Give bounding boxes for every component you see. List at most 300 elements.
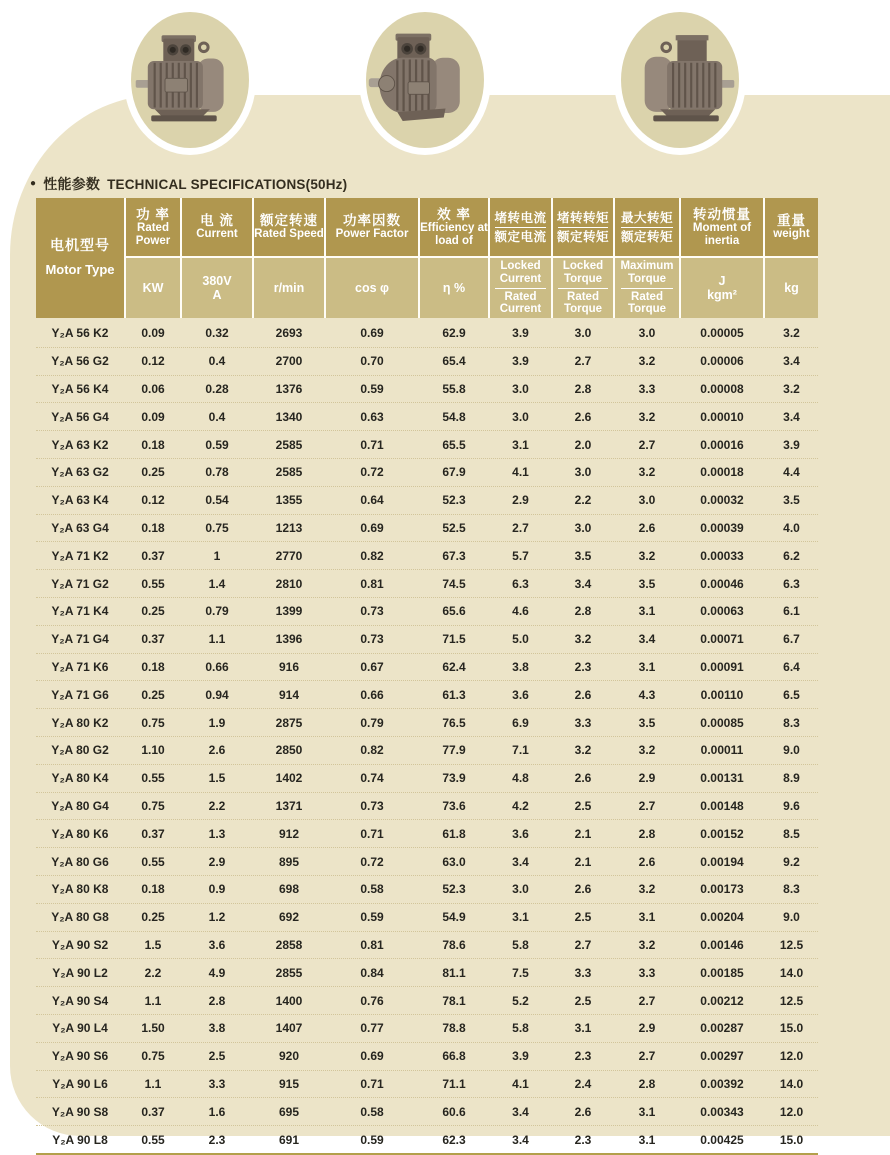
value-cell: 1.1	[144, 1076, 162, 1091]
value-cell: 0.00297	[700, 1049, 744, 1064]
value-cell: 3.1	[638, 1104, 656, 1119]
value-cell: 1.10	[141, 743, 165, 758]
value-cell: 0.66	[360, 687, 384, 702]
motor-type-cell: Y₂A 63 K2	[51, 437, 109, 452]
value-cell: 0.4	[208, 354, 226, 369]
value-cell: 0.64	[360, 493, 384, 508]
header-zh-denominator: 额定转矩	[556, 229, 609, 244]
value-cell: 4.8	[512, 771, 529, 786]
value-cell: 0.00152	[700, 826, 744, 841]
value-cell: 2.8	[638, 826, 656, 841]
value-cell: 0.00063	[700, 604, 744, 619]
header-zh: 功率因数	[343, 213, 401, 228]
value-cell: 8.5	[783, 826, 800, 841]
value-cell: 0.76	[360, 993, 384, 1008]
value-cell: 6.9	[512, 715, 529, 730]
col-locked-current-header	[490, 198, 551, 256]
value-cell: 2700	[275, 354, 303, 369]
value-cell: 61.8	[442, 826, 466, 841]
value-cell: 0.54	[205, 493, 229, 508]
header-en: Moment of inertia	[692, 221, 752, 247]
value-cell: 1.3	[208, 826, 226, 841]
motor-type-cell: Y₂A 90 L8	[52, 1132, 108, 1147]
value-cell: 4.9	[208, 965, 226, 980]
value-cell: 0.81	[360, 576, 384, 591]
value-cell: 0.00392	[700, 1076, 744, 1091]
value-cell: 2.9	[208, 854, 226, 869]
table-row	[36, 876, 818, 904]
value-cell: 1.50	[141, 1021, 165, 1036]
value-cell: 2.5	[574, 993, 592, 1008]
value-cell: 3.9	[783, 437, 800, 452]
unit-label: 380V	[202, 274, 232, 288]
value-cell: 0.37	[141, 548, 165, 563]
value-cell: 4.3	[638, 687, 656, 702]
value-cell: 54.9	[442, 910, 466, 925]
value-cell: 3.5	[638, 576, 656, 591]
motor-icon	[624, 29, 736, 131]
value-cell: 3.4	[783, 354, 800, 369]
value-cell: 8.9	[783, 771, 800, 786]
value-cell: 2.6	[574, 409, 592, 424]
value-cell: 3.1	[638, 659, 656, 674]
value-cell: 3.0	[574, 465, 592, 480]
value-cell: 3.4	[638, 632, 656, 647]
value-cell: 71.1	[442, 1076, 466, 1091]
value-cell: 14.0	[779, 1076, 804, 1091]
value-cell: 78.6	[442, 937, 466, 952]
header-zh-numerator: 堵转转矩	[556, 210, 609, 225]
unit-locked-torque-ratio	[553, 258, 613, 318]
value-cell: 0.00039	[700, 520, 744, 535]
value-cell: 0.84	[360, 965, 384, 980]
value-cell: 12.0	[779, 1104, 804, 1119]
value-cell: 0.00185	[700, 965, 744, 980]
value-cell: 78.1	[442, 993, 466, 1008]
col-weight-header	[765, 198, 818, 256]
value-cell: 4.2	[512, 798, 529, 813]
value-cell: 0.00194	[700, 854, 744, 869]
value-cell: 76.5	[442, 715, 466, 730]
table-row	[36, 932, 818, 960]
value-cell: 2.6	[574, 771, 592, 786]
table-row	[36, 848, 818, 876]
value-cell: 895	[278, 854, 300, 869]
unit-eta-percent	[420, 258, 488, 318]
value-cell: 3.2	[574, 743, 592, 758]
value-cell: 4.4	[783, 465, 800, 480]
value-cell: 2.8	[574, 381, 592, 396]
value-cell: 7.5	[512, 965, 529, 980]
value-cell: 0.18	[141, 882, 165, 897]
value-cell: 0.74	[360, 771, 384, 786]
value-cell: 0.55	[141, 771, 165, 786]
motor-type-cell: Y₂A 90 S2	[51, 937, 109, 952]
value-cell: 0.58	[360, 1104, 384, 1119]
col-rated-speed-header	[254, 198, 324, 256]
value-cell: 65.6	[442, 604, 466, 619]
value-cell: 1376	[275, 381, 303, 396]
value-cell: 0.09	[141, 409, 165, 424]
header-zh-denominator: 额定转矩	[620, 229, 673, 244]
value-cell: 67.9	[442, 465, 466, 480]
value-cell: 2.5	[574, 910, 592, 925]
value-cell: 1.5	[208, 771, 226, 786]
value-cell: 5.0	[512, 632, 529, 647]
value-cell: 3.6	[512, 826, 529, 841]
value-cell: 0.00071	[700, 632, 744, 647]
unit-cos-phi	[326, 258, 418, 318]
value-cell: 3.4	[512, 1132, 529, 1147]
value-cell: 0.25	[141, 687, 165, 702]
section-title-zh: 性能参数	[43, 176, 101, 192]
value-cell: 2.3	[574, 659, 592, 674]
col-rated-power-header	[126, 198, 180, 256]
value-cell: 695	[278, 1104, 300, 1119]
value-cell: 65.5	[442, 437, 466, 452]
value-cell: 15.0	[779, 1021, 804, 1036]
value-cell: 1.9	[208, 715, 226, 730]
unit-label: η %	[442, 281, 466, 295]
value-cell: 0.59	[360, 1132, 384, 1147]
value-cell: 0.00287	[700, 1021, 744, 1036]
value-cell: 0.81	[360, 937, 384, 952]
table-row	[36, 820, 818, 848]
value-cell: 0.00110	[700, 687, 744, 702]
value-cell: 2.9	[638, 771, 656, 786]
value-cell: 0.00032	[700, 493, 744, 508]
value-cell: 3.0	[638, 493, 656, 508]
value-cell: 8.3	[783, 882, 800, 897]
value-cell: 0.37	[141, 632, 165, 647]
value-cell: 3.4	[512, 1104, 529, 1119]
value-cell: 0.73	[360, 604, 384, 619]
value-cell: 81.1	[442, 965, 466, 980]
value-cell: 2855	[275, 965, 303, 980]
value-cell: 0.73	[360, 798, 384, 813]
value-cell: 0.00016	[700, 437, 744, 452]
header-en: weight	[773, 228, 810, 241]
header-zh-numerator: 堵转电流	[494, 210, 547, 225]
value-cell: 4.1	[512, 465, 529, 480]
value-cell: 698	[278, 882, 300, 897]
value-cell: 3.3	[208, 1076, 226, 1091]
motor-type-cell: Y₂A 90 L2	[52, 965, 108, 980]
col-motor-type-header	[36, 198, 124, 318]
value-cell: 6.3	[512, 576, 529, 591]
value-cell: 0.06	[141, 381, 165, 396]
value-cell: 2.2	[574, 493, 592, 508]
table-row	[36, 487, 818, 515]
value-cell: 0.66	[205, 659, 229, 674]
value-cell: 3.0	[512, 381, 529, 396]
value-cell: 0.77	[360, 1021, 384, 1036]
motor-type-cell: Y₂A 90 S8	[51, 1104, 109, 1119]
value-cell: 2.9	[638, 1021, 656, 1036]
table-row	[36, 1098, 818, 1126]
table-row	[36, 320, 818, 348]
value-cell: 3.2	[638, 465, 656, 480]
unit-380v-a	[182, 258, 252, 318]
value-cell: 2810	[275, 576, 303, 591]
header-en: Rated Speed	[254, 228, 324, 241]
value-cell: 6.4	[783, 659, 800, 674]
unit-label: KW	[142, 281, 164, 295]
value-cell: 691	[278, 1132, 300, 1147]
motor-photo-1	[124, 5, 256, 155]
value-cell: 0.00046	[700, 576, 744, 591]
value-cell: 2.6	[574, 882, 592, 897]
motor-type-cell: Y₂A 90 S6	[51, 1049, 109, 1064]
header-en: Power Factor	[335, 228, 409, 241]
value-cell: 2.7	[638, 993, 656, 1008]
value-cell: 0.79	[360, 715, 384, 730]
value-cell: 8.3	[783, 715, 800, 730]
unit-label: J	[718, 274, 726, 288]
value-cell: 2.3	[574, 1049, 592, 1064]
motor-type-cell: Y₂A 71 K2	[51, 548, 109, 563]
table-row	[36, 542, 818, 570]
value-cell: 2.9	[512, 493, 529, 508]
value-cell: 3.6	[512, 687, 529, 702]
value-cell: 7.1	[512, 743, 529, 758]
value-cell: 2.6	[574, 1104, 592, 1119]
value-cell: 0.00008	[700, 381, 744, 396]
value-cell: 5.7	[512, 548, 529, 563]
value-cell: 0.59	[360, 910, 384, 925]
value-cell: 1.2	[208, 910, 226, 925]
value-cell: 60.6	[442, 1104, 466, 1119]
header-en: Current	[196, 228, 238, 241]
value-cell: 692	[278, 910, 300, 925]
unit-kw	[126, 258, 180, 318]
value-cell: 2.5	[574, 798, 592, 813]
value-cell: 3.4	[574, 576, 592, 591]
value-cell: 52.5	[442, 520, 466, 535]
value-cell: 3.3	[574, 715, 592, 730]
value-cell: 6.1	[783, 604, 800, 619]
fraction-line	[495, 227, 545, 228]
value-cell: 3.9	[512, 354, 529, 369]
motor-type-cell: Y₂A 90 S4	[51, 993, 109, 1008]
value-cell: 0.00006	[700, 354, 744, 369]
value-cell: 1355	[275, 493, 303, 508]
value-cell: 2.7	[574, 937, 592, 952]
header-zh: 电机型号	[50, 237, 110, 254]
value-cell: 5.8	[512, 937, 529, 952]
motor-type-cell: Y₂A 71 K4	[51, 604, 109, 619]
value-cell: 0.75	[141, 715, 165, 730]
motor-type-cell: Y₂A 56 G2	[51, 354, 109, 369]
value-cell: 0.59	[205, 437, 229, 452]
value-cell: 3.1	[512, 437, 529, 452]
table-row	[36, 570, 818, 598]
motor-type-cell: Y₂A 80 G4	[51, 798, 109, 813]
value-cell: 0.00010	[700, 409, 744, 424]
unit-label: cos φ	[355, 281, 389, 295]
value-cell: 2875	[275, 715, 303, 730]
value-cell: 2585	[275, 465, 303, 480]
table-row	[36, 459, 818, 487]
value-cell: 1213	[275, 520, 303, 535]
value-cell: 3.8	[208, 1021, 226, 1036]
value-cell: 2.7	[574, 354, 592, 369]
header-zh: 重量	[777, 213, 806, 228]
value-cell: 5.2	[512, 993, 529, 1008]
value-cell: 1.5	[144, 937, 162, 952]
value-cell: 0.37	[141, 826, 165, 841]
motor-photo-2	[359, 5, 491, 155]
value-cell: 920	[278, 1049, 300, 1064]
table-row	[36, 1043, 818, 1071]
value-cell: 3.5	[783, 493, 800, 508]
value-cell: 2.4	[574, 1076, 592, 1091]
unit-label: kg	[784, 281, 799, 295]
value-cell: 6.3	[783, 576, 800, 591]
value-cell: 2.7	[512, 520, 529, 535]
value-cell: 62.3	[442, 1132, 466, 1147]
motor-type-cell: Y₂A 71 G2	[51, 576, 109, 591]
col-current-header	[182, 198, 252, 256]
value-cell: 0.18	[141, 520, 165, 535]
table-row	[36, 681, 818, 709]
header-zh: 电 流	[200, 213, 234, 228]
value-cell: 0.70	[360, 354, 384, 369]
unit-max-torque-ratio	[615, 258, 679, 318]
value-cell: 0.78	[205, 465, 229, 480]
value-cell: 3.9	[512, 326, 529, 341]
value-cell: 1.1	[144, 993, 162, 1008]
header-zh: 额定转速	[260, 213, 318, 228]
motor-type-cell: Y₂A 71 K6	[51, 659, 109, 674]
value-cell: 0.00011	[700, 743, 744, 758]
value-cell: 0.75	[141, 1049, 165, 1064]
value-cell: 12.5	[779, 993, 804, 1008]
value-cell: 0.75	[205, 520, 229, 535]
table-row	[36, 793, 818, 821]
unit-label: A	[212, 288, 222, 302]
motor-type-cell: Y₂A 80 K4	[51, 771, 109, 786]
value-cell: 2.7	[638, 437, 656, 452]
value-cell: 2.1	[574, 826, 592, 841]
table-row	[36, 1015, 818, 1043]
value-cell: 3.9	[512, 1049, 529, 1064]
motor-type-cell: Y₂A 80 G2	[51, 743, 109, 758]
fraction-line	[558, 288, 607, 289]
header-zh: 功 率	[136, 206, 170, 222]
table-row	[36, 403, 818, 431]
header-zh: 效 率	[437, 206, 471, 222]
value-cell: 0.00085	[700, 715, 744, 730]
header-en: Rated Power	[135, 221, 171, 247]
value-cell: 3.1	[512, 910, 529, 925]
value-cell: 2585	[275, 437, 303, 452]
value-cell: 12.0	[779, 1049, 804, 1064]
value-cell: 4.0	[783, 520, 800, 535]
motor-icon	[134, 29, 246, 131]
value-cell: 0.00005	[700, 326, 744, 341]
value-cell: 3.2	[638, 548, 656, 563]
value-cell: 0.72	[360, 465, 384, 480]
motor-type-cell: Y₂A 56 K2	[51, 326, 109, 341]
value-cell: 1	[213, 548, 221, 563]
motor-type-cell: Y₂A 80 K2	[51, 715, 109, 730]
value-cell: 6.2	[783, 548, 800, 563]
table-row	[36, 959, 818, 987]
value-cell: 3.3	[638, 381, 656, 396]
value-cell: 915	[278, 1076, 300, 1091]
value-cell: 3.3	[638, 965, 656, 980]
value-cell: 3.1	[638, 1132, 656, 1147]
value-cell: 1400	[275, 993, 303, 1008]
header-zh: 转动惯量	[693, 206, 751, 222]
value-cell: 0.69	[360, 520, 384, 535]
value-cell: 3.2	[638, 882, 656, 897]
bullet-icon: ●	[30, 178, 37, 189]
section-title-en: TECHNICAL SPECIFICATIONS(50Hz)	[107, 176, 348, 192]
value-cell: 9.0	[783, 910, 800, 925]
value-cell: 0.00091	[700, 659, 744, 674]
value-cell: 0.82	[360, 743, 384, 758]
section-title	[30, 174, 347, 194]
value-cell: 0.18	[141, 437, 165, 452]
col-max-torque-header	[615, 198, 679, 256]
value-cell: 6.5	[783, 687, 800, 702]
value-cell: 3.6	[208, 937, 226, 952]
unit-rpm	[254, 258, 324, 318]
value-cell: 0.00212	[700, 993, 744, 1008]
value-cell: 0.94	[205, 687, 229, 702]
value-cell: 0.00343	[700, 1104, 744, 1119]
value-cell: 3.0	[512, 409, 529, 424]
value-cell: 62.4	[442, 659, 466, 674]
value-cell: 77.9	[442, 743, 466, 758]
fraction-line	[621, 288, 673, 289]
value-cell: 0.00131	[700, 771, 744, 786]
value-cell: 2.2	[208, 798, 226, 813]
value-cell: 66.8	[442, 1049, 466, 1064]
fraction-line	[558, 227, 607, 228]
motor-type-cell: Y₂A 63 K4	[51, 493, 109, 508]
table-row	[36, 515, 818, 543]
value-cell: 1.6	[208, 1104, 226, 1119]
motor-type-cell: Y₂A 71 G4	[51, 632, 109, 647]
unit-locked-current-ratio	[490, 258, 551, 318]
table-row	[36, 654, 818, 682]
value-cell: 0.00018	[700, 465, 744, 480]
col-moment-of-inertia-header	[681, 198, 763, 256]
value-cell: 0.4	[208, 409, 226, 424]
value-cell: 1.4	[208, 576, 226, 591]
value-cell: 12.5	[779, 937, 804, 952]
value-cell: 0.58	[360, 882, 384, 897]
table-row	[36, 765, 818, 793]
spec-table-header	[36, 198, 818, 318]
value-cell: 2.7	[638, 1049, 656, 1064]
col-locked-torque-header	[553, 198, 613, 256]
value-cell: 3.2	[783, 381, 800, 396]
spec-table-body	[36, 320, 818, 1155]
value-cell: 2.3	[574, 1132, 592, 1147]
value-cell: 73.6	[442, 798, 466, 813]
value-cell: 0.72	[360, 854, 384, 869]
motor-type-cell: Y₂A 63 G2	[51, 465, 109, 480]
value-cell: 2.6	[638, 854, 656, 869]
value-cell: 2.8	[638, 1076, 656, 1091]
unit-numerator: Locked Current	[499, 259, 542, 285]
value-cell: 3.0	[512, 882, 529, 897]
value-cell: 1371	[275, 798, 303, 813]
